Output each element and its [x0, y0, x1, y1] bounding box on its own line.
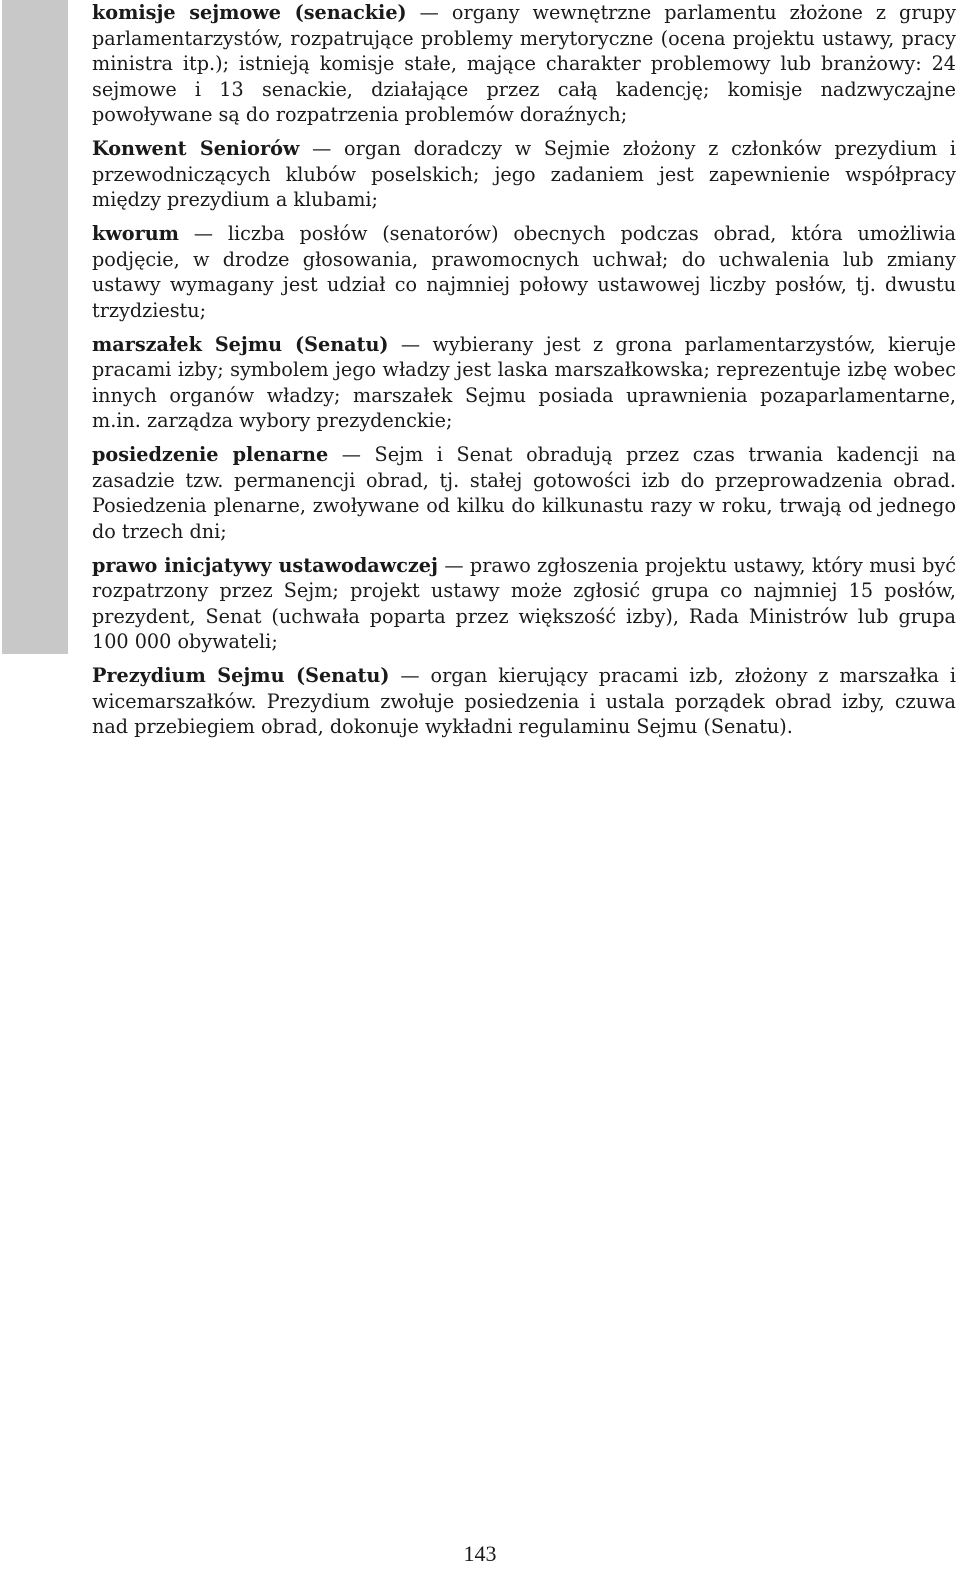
margin-gray-bar	[2, 0, 68, 654]
glossary-definition: organy wewnętrzne parlamentu złożone z grupy parlamentarzystów, rozpatrujące problemy merytoryczne (ocena projektu ustawy, pracy ministra itp.); istnieją komisje stałe, mające charakter problemowy lub branżowy: 24 sejmowe i 13 senackie, działające przez całą kadencję; komisje nadzwyczajne powoływane są do rozpatrzenia problemów doraźnych;	[92, 1, 956, 126]
dash-separator: —	[400, 332, 421, 356]
glossary-term: komisje sejmowe (senackie)	[92, 1, 407, 24]
dash-separator: —	[444, 553, 464, 577]
glossary-entry-kworum	[92, 221, 956, 323]
glossary-term: kworum	[92, 222, 179, 245]
glossary-term: prawo inicjatywy ustawodawczej	[92, 553, 438, 577]
glossary-term: posiedzenie plenarne	[92, 443, 329, 466]
glossary-definition: liczba posłów (senatorów) obecnych podczas obrad, która umożliwia podjęcie, w drodze głosowania, prawomocnych uchwał; do uchwalenia lub zmiany ustawy wymagany jest udział co najmniej połowy ustawowej liczby posłów, tj. dwustu trzydziestu;	[92, 222, 956, 322]
glossary-content	[92, 0, 956, 748]
glossary-definition: organ kierujący pracami izb, złożony z marszałka i wicemarszałków. Prezydium zwołuje posiedzenia i ustala porządek obrad izby, czuwa nad przebiegiem obrad, dokonuje wykładni regulaminu Sejmu (Senatu).	[92, 664, 956, 738]
glossary-entry-prawo-inicjatywy	[92, 553, 956, 655]
dash-separator: —	[400, 664, 420, 687]
dash-separator: —	[193, 222, 213, 245]
glossary-entry-marszalek	[92, 332, 956, 434]
glossary-term: Konwent Seniorów	[92, 137, 300, 160]
glossary-entry-konwent	[92, 136, 956, 213]
glossary-entry-posiedzenie	[92, 442, 956, 544]
glossary-definition: Sejm i Senat obradują przez czas trwania kadencji na zasadzie tzw. permanencji obrad, tj. stałej gotowości izb do przeprowadzenia obrad. Posiedzenia plenarne, zwoływane od kilku do kilkunastu razy w roku, trwają od jednego do trzech dni;	[92, 443, 956, 543]
dash-separator: —	[419, 1, 439, 24]
dash-separator: —	[312, 137, 332, 160]
glossary-term: Prezydium Sejmu (Senatu)	[92, 664, 390, 687]
glossary-entry-komisje	[92, 0, 956, 128]
glossary-entry-prezydium	[92, 663, 956, 740]
page-number: 143	[463, 1541, 497, 1566]
glossary-definition: wybierany jest z grona parlamentarzystów, kieruje pracami izby; symbolem jego władzy jest laska marszałkowska; reprezentuje izbę wobec innych organów władzy; marszałek Sejmu posiada uprawnienia pozaparlamentarne, m.in. zarządza wybory prezydenckie;	[92, 332, 956, 432]
glossary-term: marszałek Sejmu (Senatu)	[92, 332, 389, 356]
dash-separator: —	[341, 443, 361, 466]
glossary-definition: organ doradczy w Sejmie złożony z członków prezydium i przewodniczących klubów poselskich; jego zadaniem jest zapewnienie współpracy między prezydium a klubami;	[92, 137, 956, 211]
glossary-definition: prawo zgłoszenia projektu ustawy, który musi być rozpatrzony przez Sejm; projekt ustawy może zgłosić grupa co najmniej 15 posłów, prezydent, Senat (uchwała poparta przez większość izby), Rada Ministrów lub grupa 100 000 obywateli;	[92, 553, 956, 653]
